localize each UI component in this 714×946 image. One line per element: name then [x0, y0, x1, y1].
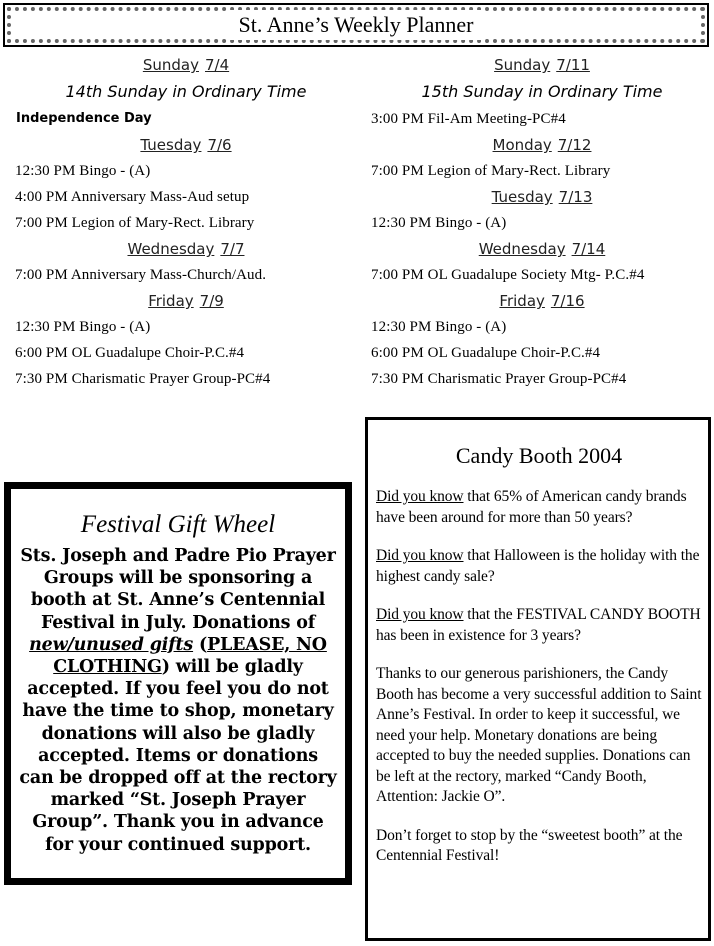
fact-lead: Did you know	[376, 547, 464, 564]
day-date: 7/4	[205, 56, 230, 74]
left-schedule-column	[12, 52, 360, 392]
fact-text: that the FESTIVAL CANDY BOOTH has been in existence for 3 years?	[376, 606, 701, 644]
event-item: 12:30 PM Bingo - (A)	[371, 215, 507, 231]
event-item: 7:30 PM Charismatic Prayer Group-PC#4	[15, 371, 271, 387]
day-date: 7/9	[199, 292, 224, 310]
fact-lead: Did you know	[376, 488, 464, 505]
event-item: 7:00 PM Legion of Mary-Rect. Library	[371, 163, 611, 179]
gift-wheel-title: Festival Gift Wheel	[80, 511, 276, 538]
day-name: Friday	[148, 292, 194, 310]
event-item: 12:30 PM Bingo - (A)	[371, 319, 507, 335]
event-item: 7:00 PM OL Guadalupe Society Mtg- P.C.#4	[371, 267, 645, 283]
day-date: 7/14	[571, 240, 606, 258]
candy-booth-title: Candy Booth 2004	[455, 443, 623, 468]
event-item: 7:30 PM Charismatic Prayer Group-PC#4	[371, 371, 627, 387]
gift-wheel-body	[19, 545, 337, 856]
sunday-title: 14th Sunday in Ordinary Time	[65, 82, 307, 101]
day-name: Wednesday	[478, 240, 566, 258]
day-heading-monday-7-12	[368, 132, 714, 158]
holiday-label: Independence Day	[16, 111, 152, 126]
day-heading-sunday-7-11	[368, 52, 714, 78]
planner-header	[3, 3, 709, 47]
candy-paragraph: Thanks to our generous parishioners, the Candy Booth has become a very successful addition to Saint Anne’s Festival. In order to keep it successful, we need your help. Monetary donations are being accepted to buy the needed supplies. Donations can be left at the rectory, marked “Candy Booth, Attention: Jackie O”.	[376, 665, 702, 805]
gift-text-1: Sts. Joseph and Padre Pio Prayer Groups will be sponsoring a booth at St. Anne’s Centennial Festival in July. Donations of	[20, 546, 336, 633]
candy-fact	[376, 487, 702, 528]
day-heading-wednesday-7-7	[12, 236, 360, 262]
gift-emphasis: new/unused gifts	[29, 634, 194, 655]
day-name: Sunday	[494, 56, 551, 74]
event-item: 6:00 PM OL Guadalupe Choir-P.C.#4	[15, 345, 245, 361]
day-date: 7/11	[556, 56, 590, 74]
festival-gift-wheel-box	[4, 482, 352, 885]
candy-closing: Don’t forget to stop by the “sweetest booth” at the Centennial Festival!	[376, 826, 683, 864]
candy-booth-box	[365, 417, 711, 941]
day-date: 7/13	[558, 188, 593, 206]
fact-text: that Halloween is the holiday with the highest candy sale?	[376, 547, 700, 585]
event-item: 3:00 PM Fil-Am Meeting-PC#4	[371, 111, 566, 127]
day-name: Friday	[499, 292, 545, 310]
candy-fact	[376, 605, 702, 646]
day-heading-tuesday-7-13	[368, 184, 714, 210]
gift-caps-note: PLEASE, NO CLOTHING	[53, 634, 327, 678]
event-item: 7:00 PM Legion of Mary-Rect. Library	[15, 215, 255, 231]
day-heading-tuesday-7-6	[12, 132, 360, 158]
day-date: 7/7	[220, 240, 245, 258]
day-name: Sunday	[142, 56, 199, 74]
event-item: 6:00 PM OL Guadalupe Choir-P.C.#4	[371, 345, 601, 361]
candy-fact	[376, 546, 702, 587]
day-date: 7/12	[557, 136, 592, 154]
event-item: 4:00 PM Anniversary Mass-Aud setup	[15, 189, 250, 205]
right-schedule-column	[368, 52, 714, 392]
day-heading-friday-7-16	[368, 288, 714, 314]
fact-text: that 65% of American candy brands have been around for more than 50 years?	[376, 488, 687, 526]
gift-text-2: (	[193, 634, 208, 655]
sunday-title: 15th Sunday in Ordinary Time	[421, 82, 663, 101]
day-date: 7/6	[207, 136, 232, 154]
day-name: Tuesday	[491, 188, 553, 206]
gift-text-3: ) will be gladly accepted. If you feel you do not have the time to shop, monetary donations will also be gladly accepted. Items or donations can be dropped off at the rectory marked “St. Joseph Prayer Group”. Thank you in advance for your continued support.	[19, 657, 337, 855]
event-item: 12:30 PM Bingo - (A)	[15, 163, 151, 179]
event-item: 7:00 PM Anniversary Mass-Church/Aud.	[15, 267, 267, 283]
day-heading-wednesday-7-14	[368, 236, 714, 262]
day-date: 7/16	[550, 292, 585, 310]
day-heading-friday-7-9	[12, 288, 360, 314]
page-title: St. Anne’s Weekly Planner	[229, 10, 484, 40]
day-name: Monday	[492, 136, 552, 154]
event-item: 12:30 PM Bingo - (A)	[15, 319, 151, 335]
day-name: Tuesday	[140, 136, 202, 154]
fact-lead: Did you know	[376, 606, 464, 623]
day-heading-sunday-7-4	[12, 52, 360, 78]
day-name: Wednesday	[127, 240, 215, 258]
